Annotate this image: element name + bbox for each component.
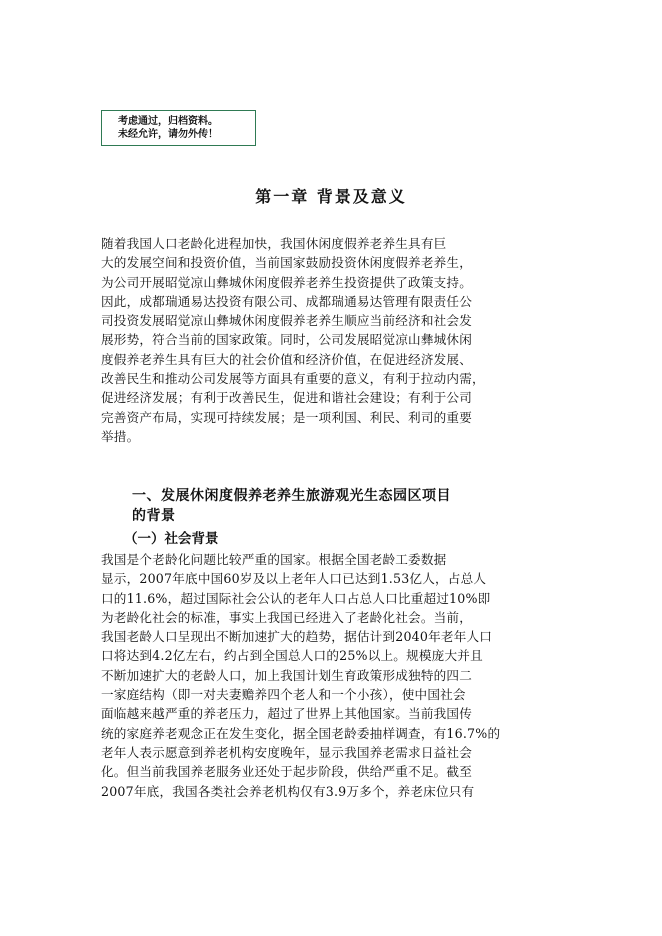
paragraph-line: 2007年底，我国各类社会养老机构仅有3.9万多个，养老床位只有 [101,783,475,799]
social-background-paragraph [101,550,563,801]
paragraph-line: 显示，2007年底中国60岁及以上老年人口已达到1.53亿人，占总人 [101,571,487,587]
paragraph-line: 为公司开展昭觉凉山彝城休闲度假养老养生投资提供了政策支持。 [101,274,473,290]
paragraph-line: 完善资产布局，实现可持续发展；是一项利国、利民、利司的重要 [101,409,473,425]
paragraph-line: 度假养老养生具有巨大的社会价值和经济价值，在促进经济发展、 [101,351,473,367]
intro-paragraph [101,234,563,446]
paragraph-line: 我国是个老龄化问题比较严重的国家。根据全国老龄工委数据 [101,552,447,567]
paragraph-line: 一家庭结构（即一对夫妻赡养四个老人和一个小孩），使中国社会 [101,687,466,703]
paragraph-line: 改善民生和推动公司发展等方面具有重要的意义，有利于拉动内需， [101,371,485,387]
section-heading-line: 一、发展休闲度假养老养生旅游观光生态园区项目 [132,488,451,504]
paragraph-line: 口将达到4.2亿左右，约占到全国总人口的25%以上。规模庞大并且 [101,648,483,664]
paragraph-line: 司投资发展昭觉凉山彝城休闲度假养老养生顺应当前经济和社会发 [101,313,473,329]
notice-line-1: 考虑通过，归档资料。 [118,116,218,127]
chapter-title: 第一章 背景及意义 [255,187,407,206]
paragraph-line: 举措。 [101,428,140,444]
paragraph-line: 我国老龄人口呈现出不断加速扩大的趋势，据估计到2040年老年人口 [101,629,493,645]
paragraph-line: 展形势，符合当前的国家政策。同时，公司发展昭觉凉山彝城休闲 [101,332,473,348]
paragraph-line: 大的发展空间和投资价值，当前国家鼓励投资休闲度假养老养生， [101,255,473,271]
paragraph-line: 不断加速扩大的老龄人口，加上我国计划生育政策形成独特的四二 [101,667,473,683]
section-heading [132,486,451,526]
paragraph-line: 随着我国人口老龄化进程加快，我国休闲度假养老养生具有巨 [101,236,447,251]
sub-heading: （一）社会背景 [124,531,219,547]
paragraph-line: 统的家庭养老观念正在发生变化，据全国老龄委抽样调查，有16.7%的 [101,725,501,741]
paragraph-line: 面临越来越严重的养老压力，超过了世界上其他国家。当前我国传 [101,706,473,722]
paragraph-line: 老年人表示愿意到养老机构安度晚年，显示我国养老需求日益社会 [101,744,473,760]
notice-line-2: 未经允许，请勿外传！ [118,129,218,140]
section-heading-line: 的背景 [132,508,176,524]
confidential-notice-box [101,110,256,146]
paragraph-line: 促进经济发展；有利于改善民生，促进和谐社会建设；有利于公司 [101,390,473,406]
paragraph-line: 因此，成都瑞通易达投资有限公司、成都瑞通易达管理有限责任公 [101,293,473,309]
paragraph-line: 为老龄化社会的标准，事实上我国已经进入了老龄化社会。当前， [101,609,473,625]
paragraph-line: 化。但当前我国养老服务业还处于起步阶段，供给严重不足。截至 [101,764,473,780]
paragraph-line: 口的11.6%，超过国际社会公认的老年人口占总人口比重超过10%即 [101,590,491,606]
